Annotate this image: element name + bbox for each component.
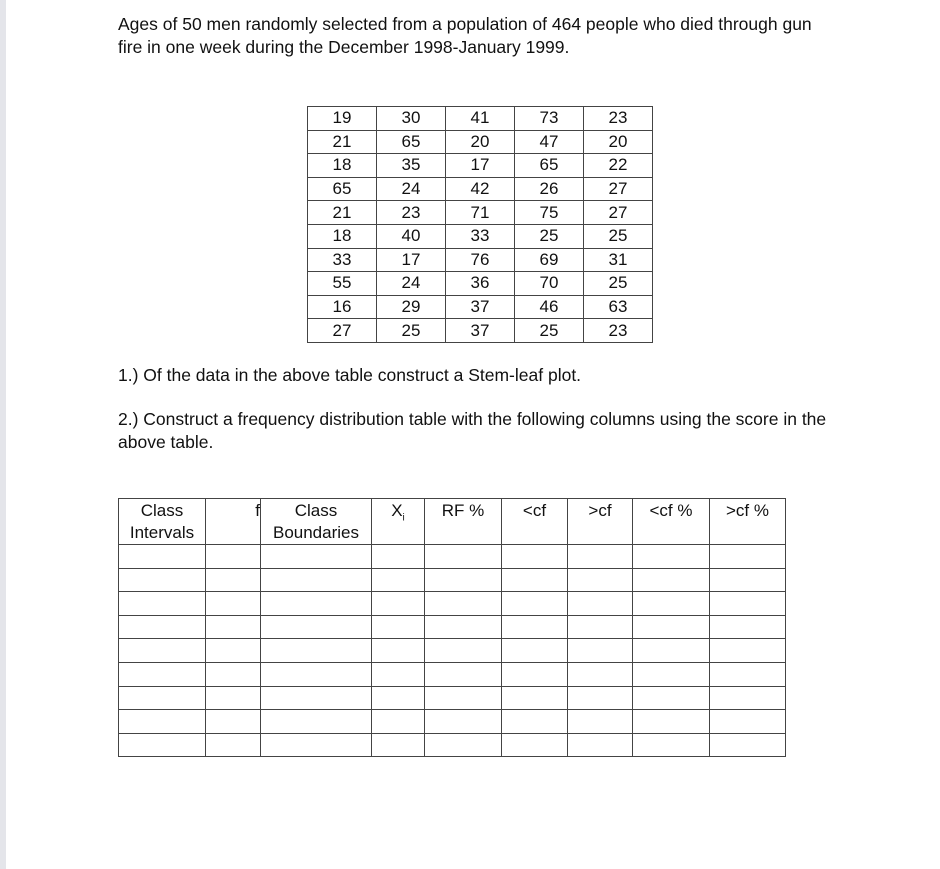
header-greater-cf-percent: >cf % (710, 499, 786, 545)
freq-empty-cell (206, 662, 261, 686)
freq-empty-cell (710, 639, 786, 663)
data-row (308, 154, 653, 178)
data-row (308, 107, 653, 131)
data-cell: 26 (515, 177, 584, 201)
data-cell: 47 (515, 130, 584, 154)
freq-empty-cell (206, 545, 261, 569)
data-cell: 71 (446, 201, 515, 225)
freq-empty-row (119, 686, 786, 710)
question-2: 2.) Construct a frequency distribution table with the following columns using the score in the above table. (118, 409, 827, 452)
freq-empty-cell (710, 686, 786, 710)
header-f: f (206, 499, 261, 545)
data-cell: 65 (308, 177, 377, 201)
data-cell: 19 (308, 107, 377, 131)
freq-empty-cell (206, 710, 261, 734)
data-cell: 25 (377, 319, 446, 343)
data-cell: 27 (308, 319, 377, 343)
data-cell: 17 (446, 154, 515, 178)
freq-empty-cell (425, 545, 502, 569)
freq-empty-row (119, 710, 786, 734)
freq-empty-cell (119, 662, 206, 686)
data-cell: 23 (584, 107, 653, 131)
freq-empty-row (119, 615, 786, 639)
freq-empty-cell (206, 568, 261, 592)
data-cell: 18 (308, 154, 377, 178)
freq-empty-cell (206, 686, 261, 710)
freq-empty-cell (261, 662, 372, 686)
data-cell: 73 (515, 107, 584, 131)
data-cell: 27 (584, 201, 653, 225)
freq-empty-cell (425, 639, 502, 663)
freq-empty-cell (372, 686, 425, 710)
freq-empty-cell (372, 733, 425, 757)
freq-empty-row (119, 662, 786, 686)
freq-empty-cell (119, 568, 206, 592)
freq-empty-cell (119, 615, 206, 639)
freq-empty-cell (425, 568, 502, 592)
data-row (308, 295, 653, 319)
data-cell: 21 (308, 130, 377, 154)
header-xi: $X_i$ (372, 499, 425, 545)
freq-empty-cell (261, 568, 372, 592)
data-cell: 65 (377, 130, 446, 154)
frequency-distribution-table (118, 498, 786, 757)
freq-empty-cell (261, 733, 372, 757)
freq-empty-cell (425, 615, 502, 639)
freq-empty-cell (568, 615, 633, 639)
data-cell: 33 (308, 248, 377, 272)
data-row (308, 248, 653, 272)
freq-empty-cell (425, 710, 502, 734)
freq-empty-cell (633, 662, 710, 686)
freq-empty-cell (372, 568, 425, 592)
data-cell: 75 (515, 201, 584, 225)
data-cell: 16 (308, 295, 377, 319)
freq-empty-cell (502, 639, 568, 663)
data-row (308, 319, 653, 343)
page-left-edge (0, 0, 6, 869)
freq-empty-row (119, 568, 786, 592)
freq-empty-cell (633, 710, 710, 734)
data-cell: 17 (377, 248, 446, 272)
freq-empty-cell (425, 733, 502, 757)
freq-empty-cell (502, 568, 568, 592)
data-cell: 22 (584, 154, 653, 178)
data-cell: 20 (584, 130, 653, 154)
freq-empty-cell (372, 545, 425, 569)
freq-empty-cell (568, 733, 633, 757)
freq-empty-cell (119, 733, 206, 757)
freq-empty-cell (502, 710, 568, 734)
data-cell: 36 (446, 272, 515, 296)
freq-empty-cell (372, 592, 425, 616)
data-cell: 25 (584, 272, 653, 296)
data-cell: 25 (515, 224, 584, 248)
data-cell: 27 (584, 177, 653, 201)
freq-header-row (119, 499, 786, 545)
freq-empty-cell (710, 733, 786, 757)
ages-data-table (307, 106, 653, 343)
data-cell: 55 (308, 272, 377, 296)
freq-empty-cell (568, 545, 633, 569)
freq-empty-cell (425, 592, 502, 616)
freq-empty-row (119, 733, 786, 757)
header-class-intervals: Class Intervals (119, 499, 206, 545)
freq-empty-cell (633, 686, 710, 710)
freq-empty-cell (633, 545, 710, 569)
freq-empty-cell (710, 592, 786, 616)
freq-empty-cell (206, 733, 261, 757)
freq-empty-cell (710, 615, 786, 639)
data-cell: 25 (515, 319, 584, 343)
freq-empty-cell (425, 686, 502, 710)
data-cell: 29 (377, 295, 446, 319)
freq-empty-cell (502, 662, 568, 686)
data-cell: 18 (308, 224, 377, 248)
data-cell: 37 (446, 319, 515, 343)
freq-empty-cell (633, 615, 710, 639)
freq-empty-cell (119, 710, 206, 734)
freq-empty-cell (710, 710, 786, 734)
freq-empty-cell (568, 592, 633, 616)
data-cell: 41 (446, 107, 515, 131)
data-row (308, 130, 653, 154)
freq-empty-cell (261, 615, 372, 639)
data-cell: 42 (446, 177, 515, 201)
data-row (308, 201, 653, 225)
freq-empty-cell (633, 733, 710, 757)
freq-empty-cell (568, 686, 633, 710)
header-less-cf-percent: <cf % (633, 499, 710, 545)
freq-empty-cell (372, 615, 425, 639)
freq-empty-cell (206, 592, 261, 616)
question-1: 1.) Of the data in the above table construct a Stem-leaf plot. (118, 365, 582, 385)
freq-empty-cell (568, 662, 633, 686)
freq-empty-cell (119, 592, 206, 616)
data-cell: 23 (377, 201, 446, 225)
data-cell: 70 (515, 272, 584, 296)
freq-empty-cell (119, 545, 206, 569)
freq-empty-row (119, 592, 786, 616)
freq-empty-cell (261, 639, 372, 663)
freq-empty-cell (425, 662, 502, 686)
freq-empty-cell (261, 686, 372, 710)
freq-empty-cell (502, 615, 568, 639)
data-cell: 31 (584, 248, 653, 272)
freq-empty-cell (633, 568, 710, 592)
freq-empty-cell (502, 545, 568, 569)
data-cell: 35 (377, 154, 446, 178)
data-cell: 23 (584, 319, 653, 343)
freq-empty-cell (119, 639, 206, 663)
data-cell: 65 (515, 154, 584, 178)
header-less-cf: <cf (502, 499, 568, 545)
freq-empty-cell (372, 662, 425, 686)
data-row (308, 272, 653, 296)
freq-empty-cell (502, 592, 568, 616)
data-cell: 25 (584, 224, 653, 248)
data-cell: 69 (515, 248, 584, 272)
freq-empty-cell (633, 592, 710, 616)
freq-empty-cell (372, 710, 425, 734)
freq-empty-cell (261, 710, 372, 734)
data-cell: 33 (446, 224, 515, 248)
freq-empty-cell (502, 686, 568, 710)
freq-empty-cell (119, 686, 206, 710)
freq-empty-cell (206, 615, 261, 639)
freq-empty-cell (261, 545, 372, 569)
freq-empty-cell (710, 662, 786, 686)
data-cell: 24 (377, 272, 446, 296)
data-cell: 63 (584, 295, 653, 319)
header-class-boundaries: Class Boundaries (261, 499, 372, 545)
data-cell: 24 (377, 177, 446, 201)
freq-empty-cell (568, 710, 633, 734)
data-cell: 37 (446, 295, 515, 319)
data-cell: 46 (515, 295, 584, 319)
freq-empty-cell (261, 592, 372, 616)
data-row (308, 177, 653, 201)
freq-empty-cell (372, 639, 425, 663)
data-cell: 21 (308, 201, 377, 225)
data-cell: 20 (446, 130, 515, 154)
freq-empty-cell (568, 568, 633, 592)
data-cell: 40 (377, 224, 446, 248)
header-rf-percent: RF % (425, 499, 502, 545)
freq-empty-row (119, 545, 786, 569)
data-cell: 30 (377, 107, 446, 131)
intro-paragraph: Ages of 50 men randomly selected from a population of 464 people who died through gun fire in one week during the December 1998-January 1999. (118, 14, 812, 57)
data-cell: 76 (446, 248, 515, 272)
freq-empty-cell (568, 639, 633, 663)
freq-empty-cell (710, 545, 786, 569)
header-greater-cf: >cf (568, 499, 633, 545)
freq-empty-row (119, 639, 786, 663)
freq-empty-cell (633, 639, 710, 663)
freq-empty-cell (710, 568, 786, 592)
data-row (308, 224, 653, 248)
freq-empty-cell (502, 733, 568, 757)
freq-empty-cell (206, 639, 261, 663)
